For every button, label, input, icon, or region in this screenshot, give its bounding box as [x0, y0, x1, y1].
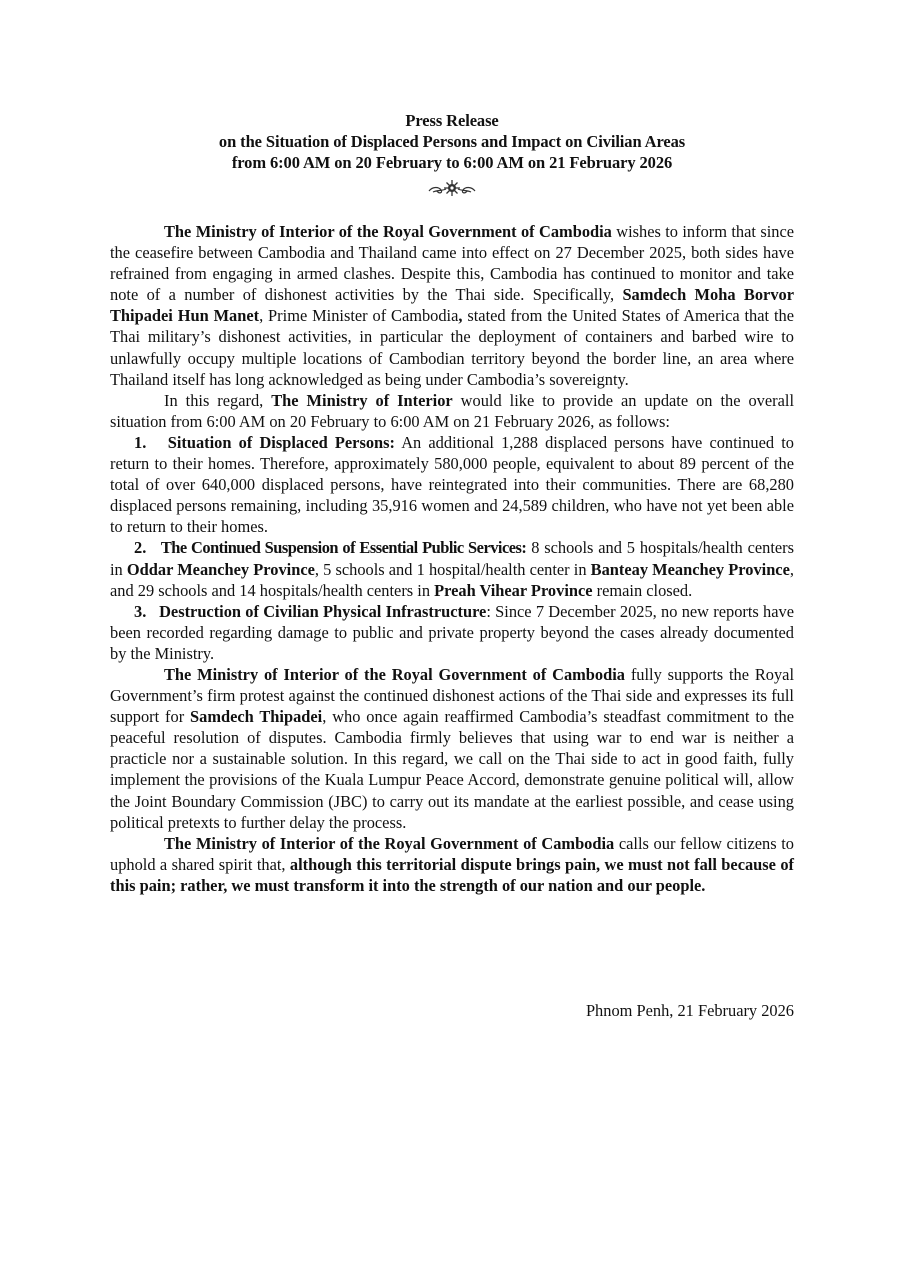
item-text: remain closed.	[592, 580, 693, 600]
ministry-name: The Ministry of Interior of the Royal Government of Cambodia	[164, 664, 625, 684]
paragraph-text: In this regard,	[164, 390, 272, 410]
paragraph-text: , who once again reaffirmed Cambodia’s steadfast commitment to the peaceful resolution of disputes. Cambodia firmly believes that using war to end war is neither a practicle nor a sustainable solution. In this regard, we call on the Thai side to act in good faith, fully implement the provisions of the Kuala Lumpur Peace Accord, demonstrate genuine political will, allow the Joint Boundary Commission (JBC) to carry out its mandate at the earliest possible, and cease using political pretexts to further delay the process.	[110, 707, 794, 832]
item-text: , 5 schools and 1 hospital/health center in	[314, 559, 591, 579]
item-heading: Destruction of Civilian Physical Infrastructure	[159, 601, 487, 621]
document-body	[110, 221, 794, 896]
item-heading: Situation of Displaced Persons:	[167, 432, 395, 452]
ministry-name: The Ministry of Interior of the Royal Government of Cambodia	[164, 833, 615, 853]
signature-place-date: Phnom Penh, 21 February 2026	[585, 1001, 794, 1020]
paragraph-support	[110, 664, 794, 833]
item-text: : Since 7 December 2025, no new reports have been recorded regarding damage to public and private property beyond the cases already documented by the Ministry.	[110, 601, 794, 663]
paragraph-call	[110, 833, 794, 896]
paragraph-update	[110, 390, 794, 432]
paragraph-intro	[110, 221, 794, 390]
item-text: , and 29 schools and 14 hospitals/health centers in	[110, 559, 794, 600]
province-name: Banteay Meanchey Province	[590, 559, 790, 579]
item-heading: The Continued Suspension of Essential Public Services:	[160, 538, 527, 558]
item-number: 3.	[134, 601, 147, 621]
item-text: 8 schools and 5 hospitals/health centers in	[110, 538, 794, 579]
list-item-infrastructure	[110, 601, 794, 664]
samdech-name: Samdech Thipadei	[190, 707, 323, 727]
title-press-release: Press Release	[405, 111, 499, 130]
province-name: Preah Vihear Province	[434, 580, 593, 600]
paragraph-text: would like to provide an update on the overall situation from 6:00 AM on 20 February to 6:00 AM on 21 February 2026, as follows:	[110, 390, 794, 431]
paragraph-text: stated from the United States of America that the Thai military’s dishonest activities, in particular the deployment of containers and barbed wire to unlawfully occupy multiple locations of Cambodian territory beyond the border line, an area where Thailand itself has long acknowledged as being under Cambodia’s sovereignty.	[110, 306, 794, 389]
item-number: 2.	[134, 538, 147, 558]
paragraph-text: calls our fellow citizens to uphold a shared spirit that,	[110, 833, 795, 874]
ministry-name: The Ministry of Interior of the Royal Government of Cambodia	[164, 222, 612, 241]
paragraph-text: , Prime Minister of Cambodia	[259, 306, 459, 326]
item-number: 1.	[134, 432, 147, 452]
title-date-range: from 6:00 AM on 20 February to 6:00 AM on 21 February 2026	[231, 153, 673, 172]
paragraph-text: fully supports the Royal Government’s firm protest against the continued dishonest actions of the Thai side and expresses its full support for	[110, 664, 795, 727]
bold-comma: ,	[458, 306, 463, 326]
closing-statement: although this territorial dispute brings pain, we must not fall because of this pain; rather, we must transform it into the strength of our nation and our people.	[110, 854, 794, 895]
paragraph-text: wishes to inform that since the ceasefire between Cambodia and Thailand came into effect on 27 December 2025, both sides have refrained from engaging in armed clashes. Despite this, Cambodia has continued to monitor and take note of a number of dishonest activities by the Thai side. Specifically,	[110, 222, 794, 305]
prime-minister-name: Samdech Moha Borvor Thipadei Hun Manet	[110, 285, 794, 326]
item-text: An additional 1,288 displaced persons have continued to return to their homes. Therefore, approximately 580,000 people, equivalent to about 89 percent of the total of over 640,000 displaced persons, have reintegrated into their communities. There are 68,280 displaced persons remaining, including 35,916 women and 24,589 children, who have not yet been able to return to their homes.	[110, 432, 794, 537]
ministry-name: The Ministry of Interior	[271, 390, 453, 410]
list-item-displaced-persons	[110, 432, 794, 537]
province-name: Oddar Meanchey Province	[126, 559, 315, 579]
list-item-public-services	[110, 537, 794, 600]
title-subject: on the Situation of Displaced Persons and Impact on Civilian Areas	[218, 132, 686, 151]
fleuron-ornament-icon	[427, 178, 477, 198]
